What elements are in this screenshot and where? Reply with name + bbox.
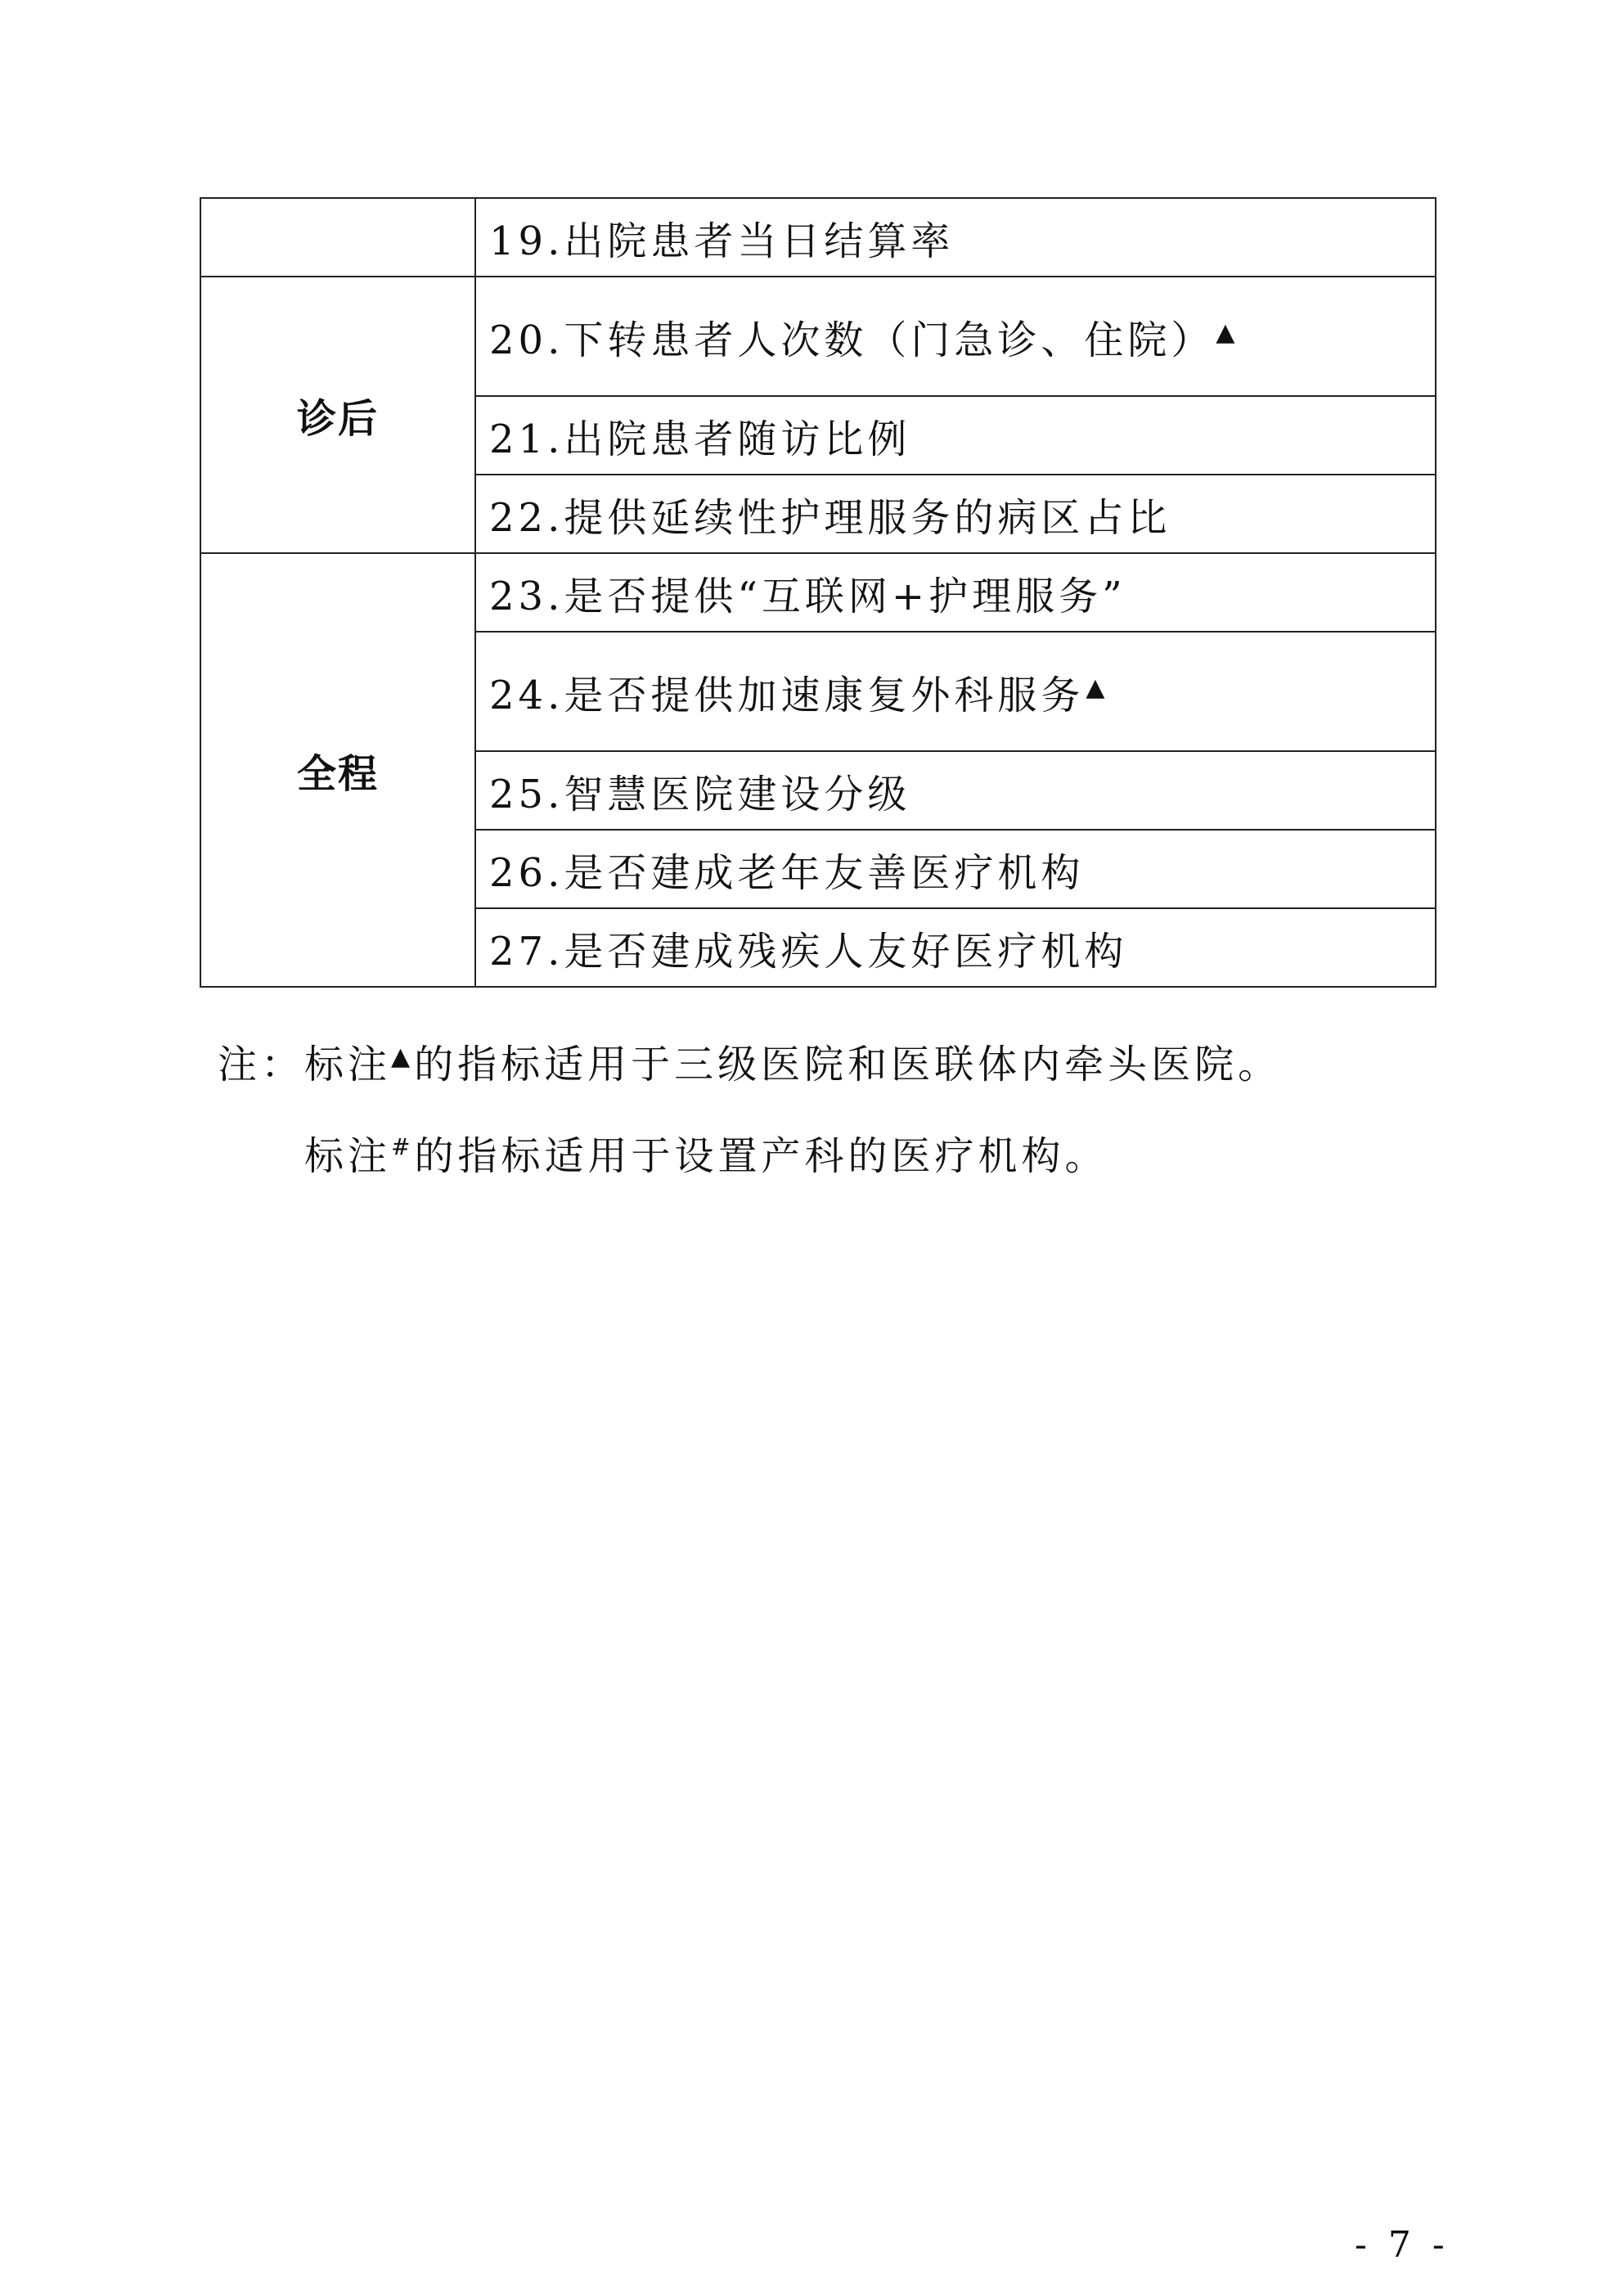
stage-cell-whole: 全程 — [200, 553, 475, 987]
table-row — [200, 198, 1436, 277]
indicator-item: 22.提供延续性护理服务的病区占比 — [475, 475, 1436, 553]
triangle-mark-icon: ▲ — [1086, 673, 1109, 702]
stage-cell-empty — [200, 198, 475, 277]
indicator-item: 20.下转患者人次数（门急诊、住院）▲ — [475, 277, 1436, 396]
indicator-item: 26.是否建成老年友善医疗机构 — [475, 830, 1436, 908]
triangle-mark-icon: ▲ — [391, 1042, 415, 1071]
indicator-item: 21.出院患者随访比例 — [475, 396, 1436, 475]
indicator-item: 24.是否提供加速康复外科服务▲ — [475, 632, 1436, 751]
stage-cell-post: 诊后 — [200, 277, 475, 553]
table-row — [200, 277, 1436, 396]
table-row — [200, 553, 1436, 632]
indicator-item: 27.是否建成残疾人友好医疗机构 — [475, 908, 1436, 987]
indicator-item: 25.智慧医院建设分级 — [475, 751, 1436, 830]
note-line-2: 标注#的指标适用于设置产科的医疗机构。 — [304, 1133, 1108, 1179]
indicator-table — [200, 197, 1436, 988]
indicator-item: 19.出院患者当日结算率 — [475, 198, 1436, 277]
hash-mark-icon: # — [391, 1133, 415, 1160]
triangle-mark-icon: ▲ — [1216, 317, 1239, 347]
indicator-item: 23.是否提供“互联网+护理服务” — [475, 553, 1436, 632]
page-number: - 7 - — [1355, 2224, 1450, 2266]
note-line-1: 注：标注▲的指标适用于三级医院和医联体内牵头医院。 — [218, 1042, 1282, 1087]
